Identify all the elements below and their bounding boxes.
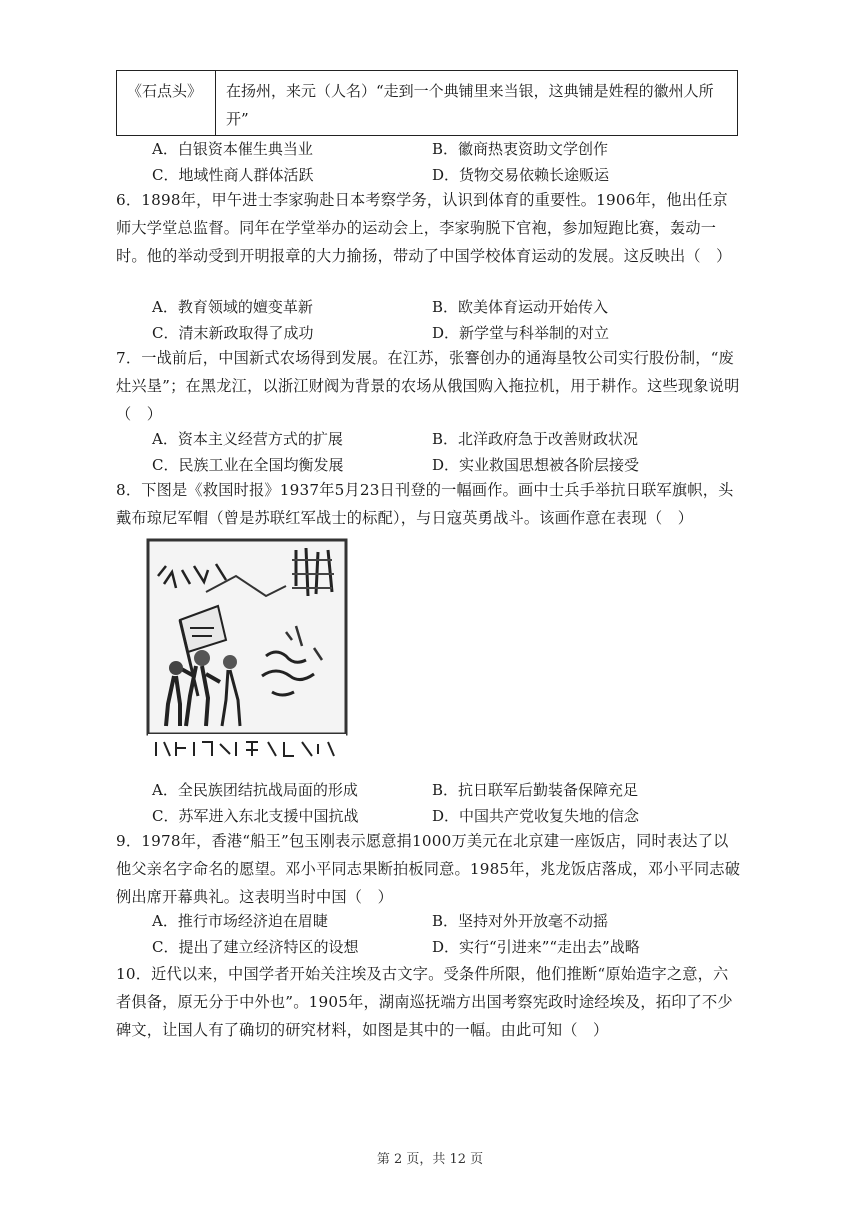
q9-option-b[interactable]: B．坚持对外开放毫不动摇 <box>432 912 609 930</box>
q7-stem: 7．一战前后，中国新式农场得到发展。在江苏，张謇创办的通海垦牧公司实行股份制，“废灶兴垦”；在黑龙江，以浙江财阀为背景的农场从俄国购入拖拉机，用于耕作。这些现象说明（ ） <box>116 349 740 423</box>
q7-option-d[interactable]: D．实业救国思想被各阶层接受 <box>432 456 640 474</box>
q7-options-row-2 <box>152 454 752 478</box>
source-table <box>116 70 738 136</box>
q9-option-c[interactable]: C．提出了建立经济特区的设想 <box>152 938 359 956</box>
q7-option-c[interactable]: C．民族工业在全国均衡发展 <box>152 456 344 474</box>
q6-option-b[interactable]: B．欧美体育运动开始传入 <box>432 298 609 316</box>
q9-option-d[interactable]: D．实行“引进来”“走出去”战略 <box>432 938 640 956</box>
q8-options-row-2 <box>152 805 752 829</box>
q5-options-row-2 <box>152 164 752 188</box>
q8-option-a[interactable]: A．全民族团结抗战局面的形成 <box>152 781 358 799</box>
q5-option-a[interactable]: A．白银资本催生典当业 <box>152 140 313 158</box>
page-footer: 第 2 页，共 12 页 <box>376 1152 484 1167</box>
q6-options-row-1 <box>152 296 752 320</box>
q9-options-row-1 <box>152 910 752 934</box>
q5-option-c[interactable]: C．地域性商人群体活跃 <box>152 166 314 184</box>
propaganda-painting-image <box>146 536 350 762</box>
q5-option-b[interactable]: B．徽商热衷资助文学创作 <box>432 140 609 158</box>
q7-options-row-1 <box>152 428 752 452</box>
q7-option-b[interactable]: B．北洋政府急于改善财政状况 <box>432 430 639 448</box>
q7-option-a[interactable]: A．资本主义经营方式的扩展 <box>152 430 343 448</box>
q6-options-row-2 <box>152 322 752 346</box>
q10-stem: 10．近代以来，中国学者开始关注埃及古文字。受条件所限，他们推断“原始造字之意，六者俱备，原无分于中外也”。1905年，湖南巡抚端方出国考察宪政时途经埃及，拓印了不少碑文，让国人有了确切的研究材料，如图是其中的一幅。由此可知（ ） <box>116 965 733 1039</box>
q9-options-row-2 <box>152 936 752 960</box>
q9-option-a[interactable]: A．推行市场经济迫在眉睫 <box>152 912 328 930</box>
q8-option-c[interactable]: C．苏军进入东北支援中国抗战 <box>152 807 359 825</box>
q9-stem: 9．1978年，香港“船王”包玉刚表示愿意捐1000万美元在北京建一座饭店，同时表达了以他父亲名字命名的愿望。邓小平同志果断拍板同意。1985年，兆龙饭店落成，邓小平同志破例出席开幕典礼。这表明当时中国（ ） <box>116 832 741 906</box>
q6-option-c[interactable]: C．清末新政取得了成功 <box>152 324 314 342</box>
table-source-cell: 《石点头》 <box>117 71 216 136</box>
q6-option-d[interactable]: D．新学堂与科举制的对立 <box>432 324 610 342</box>
q6-option-a[interactable]: A．教育领域的嬗变革新 <box>152 298 313 316</box>
q5-option-d[interactable]: D．货物交易依赖长途贩运 <box>432 166 610 184</box>
q8-option-b[interactable]: B．抗日联军后勤装备保障充足 <box>432 781 639 799</box>
q8-options-row-1 <box>152 779 752 803</box>
q8-option-d[interactable]: D．中国共产党收复失地的信念 <box>432 807 640 825</box>
table-row <box>117 71 738 136</box>
q5-options-row-1 <box>152 138 752 162</box>
q8-stem: 8．下图是《救国时报》1937年5月23日刊登的一幅画作。画中士兵手举抗日联军旗帜，头戴布琼尼军帽（曾是苏联红军战士的标配），与日寇英勇战斗。该画作意在表现（ ） <box>116 481 734 527</box>
q6-stem: 6．1898年，甲午进士李家驹赴日本考察学务，认识到体育的重要性。1906年，他出任京师大学堂总监督。同年在学堂举办的运动会上，李家驹脱下官袍，参加短跑比赛，轰动一时。他的举动受到开明报章的大力揄扬，带动了中国学校体育运动的发展。这反映出（ ） <box>116 191 732 265</box>
table-text-cell: 在扬州，来元（人名）“走到一个典铺里来当银，这典铺是姓程的徽州人所开” <box>216 71 738 136</box>
